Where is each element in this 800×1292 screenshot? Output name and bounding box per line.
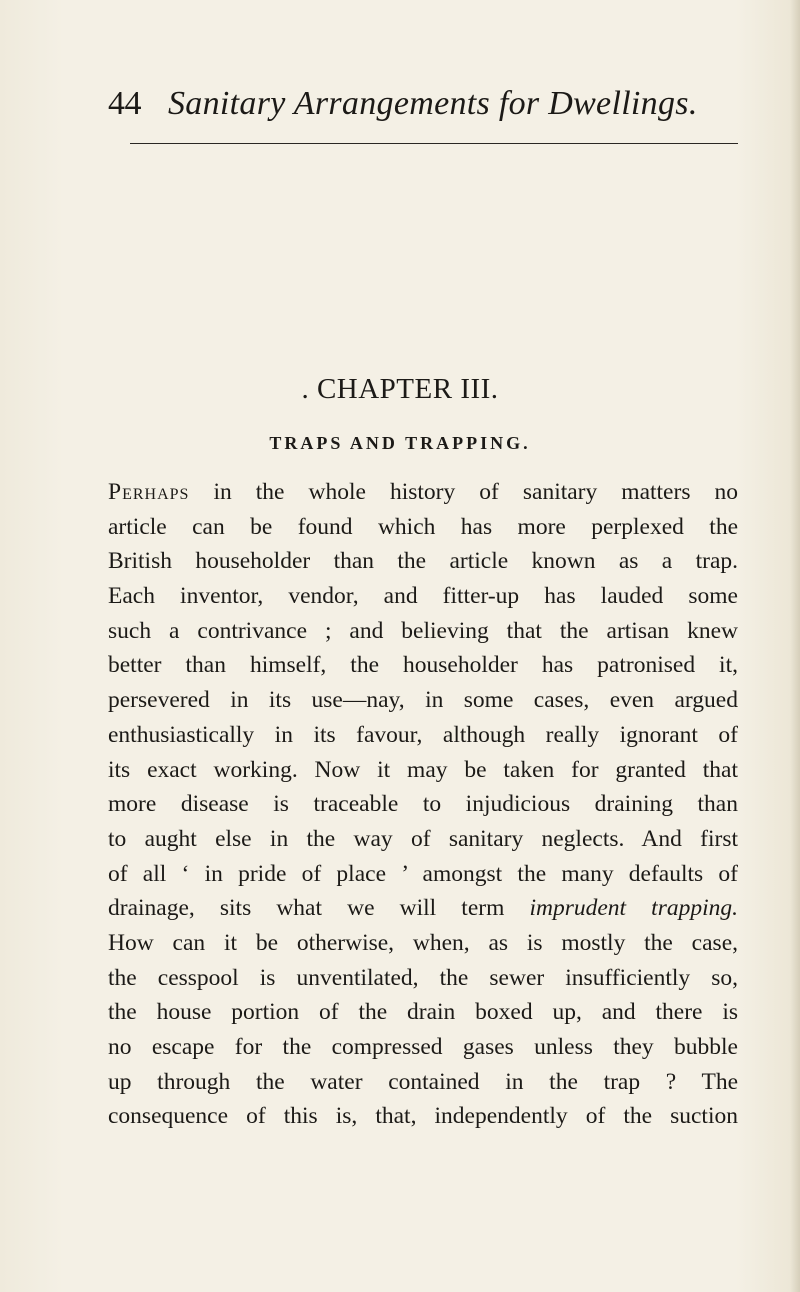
text-line: How can it be otherwise, when, as is mostly the case, (108, 929, 738, 956)
text-line: no escape for the compressed gases unless they bubble (108, 1034, 738, 1060)
header-rule (130, 143, 738, 144)
text-line: enthusiastically in its favour, although really ignorant of (108, 721, 738, 748)
chapter-subtitle: TRAPS AND TRAPPING. (269, 433, 531, 453)
text-line (108, 475, 738, 510)
text-line: British householder than the article known as a trap. (108, 548, 738, 575)
text-line: persevered in its use—nay, in some cases, even argued (108, 687, 738, 714)
text-line: up through the water contained in the trap ? The (108, 1068, 738, 1095)
page-edge-shadow (790, 0, 800, 1292)
page-header (108, 84, 740, 134)
chapter-title: . CHAPTER III. (301, 373, 499, 405)
text-line: article can be found which has more perplexed the (108, 513, 738, 540)
running-title: Sanitary Arrangements for Dwellings. (168, 85, 698, 122)
text-line: more disease is traceable to injudicious draining than (108, 791, 738, 818)
page-number: 44 (108, 85, 141, 122)
text-line: better than himself, the householder has patronised it, (108, 652, 738, 679)
text-line (108, 891, 738, 926)
text-line: to aught else in the way of sanitary neglects. And first (108, 825, 738, 852)
text-line: the cesspool is unventilated, the sewer insufficiently so, (108, 964, 738, 991)
text-line: its exact working. Now it may be taken for granted that (108, 756, 738, 783)
text-line: such a contrivance ; and believing that the artisan knew (108, 617, 738, 644)
text-line: consequence of this is, that, independently of the suction (108, 1103, 738, 1130)
lead-word: Perhaps (108, 479, 190, 505)
body-text (108, 475, 738, 1134)
line-text: in the whole history of sanitary matters no (189, 479, 738, 505)
text-line: of all ‘ in pride of place ’ amongst the many defaults of (108, 860, 738, 887)
text-line: the house portion of the drain boxed up, and there is (108, 999, 738, 1026)
line-text: drainage, sits what we will term (108, 895, 530, 922)
emphasis-text: imprudent trapping. (529, 895, 738, 922)
text-line: Each inventor, vendor, and fitter-up has lauded some (108, 583, 738, 610)
